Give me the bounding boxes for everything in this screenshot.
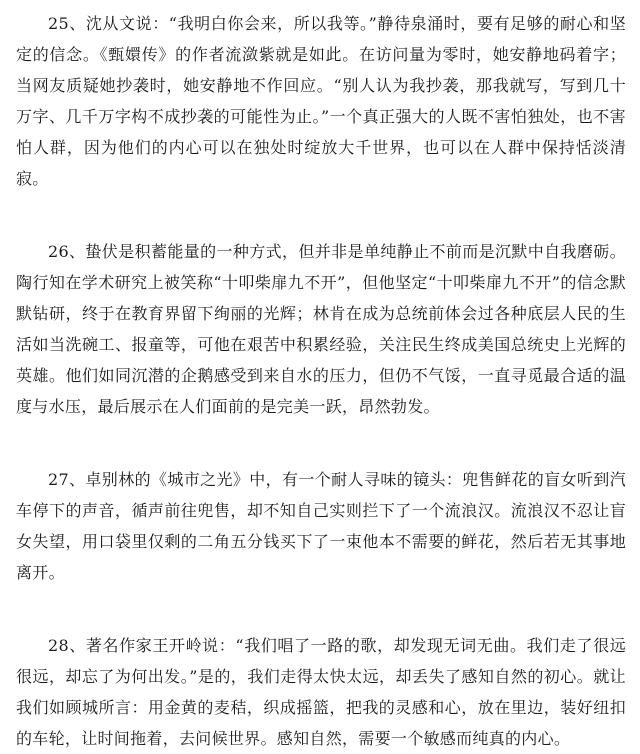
paragraph-26: 26、蛰伏是积蓄能量的一种方式，但并非是单纯静止不前而是沉默中自我磨砺。陶行知在学术研究上被笑称“十叩柴扉九不开”，但他坚定“十叩柴扉九不开”的信念默默钻研，终于在教育界留下绚丽的光辉；林肯在成为总统前体会过各种底层人民的生活如当洗碗工、报童等，可他在艰苦中积累经验，关注民生终成美国总统史上光辉的英雄。他们如同沉潜的企鹅感受到来自水的压力，但仍不气馁，一直寻觅最合适的温度与水压，最后展示在人们面前的是完美一跃，昂然勃发。 (16, 242, 626, 416)
paragraph-25: 25、沈从文说：“我明白你会来，所以我等。”静待泉涌时，要有足够的耐心和坚定的信念。《甄嬛传》的作者流潋紫就是如此。在访问量为零时，她安静地码着字；当网友质疑她抄袭时，她安静地不作回应。“别人认为我抄袭，那我就写，写到几十万字、几千万字构不成抄袭的可能性为止。”一个真正强大的人既不害怕独处，也不害怕人群，因为他们的内心可以在独处时绽放大千世界，也可以在人群中保持恬淡清寂。 (16, 14, 626, 188)
paragraph-28: 28、著名作家王开岭说：“我们唱了一路的歌，却发现无词无曲。我们走了很远很远，却忘了为何出发。”是的，我们走得太快太远，却丢失了感知自然的初心。就让我们如顾城所言：用金黄的麦秸，织成摇篮，把我的灵感和心，放在里边，装好纽扣的车轮，让时间拖着，去问候世界。感知自然，需要一个敏感而纯真的内心。 (16, 636, 626, 748)
paragraph-27: 27、卓别林的《城市之光》中，有一个耐人寻味的镜头：兜售鲜花的盲女听到汽车停下的声音，循声前往兜售，却不知自己实则拦下了一个流浪汉。流浪汉不忍让盲女失望，用口袋里仅剩的二角五分钱买下了一束他本不需要的鲜花，然后若无其事地离开。 (16, 470, 626, 582)
